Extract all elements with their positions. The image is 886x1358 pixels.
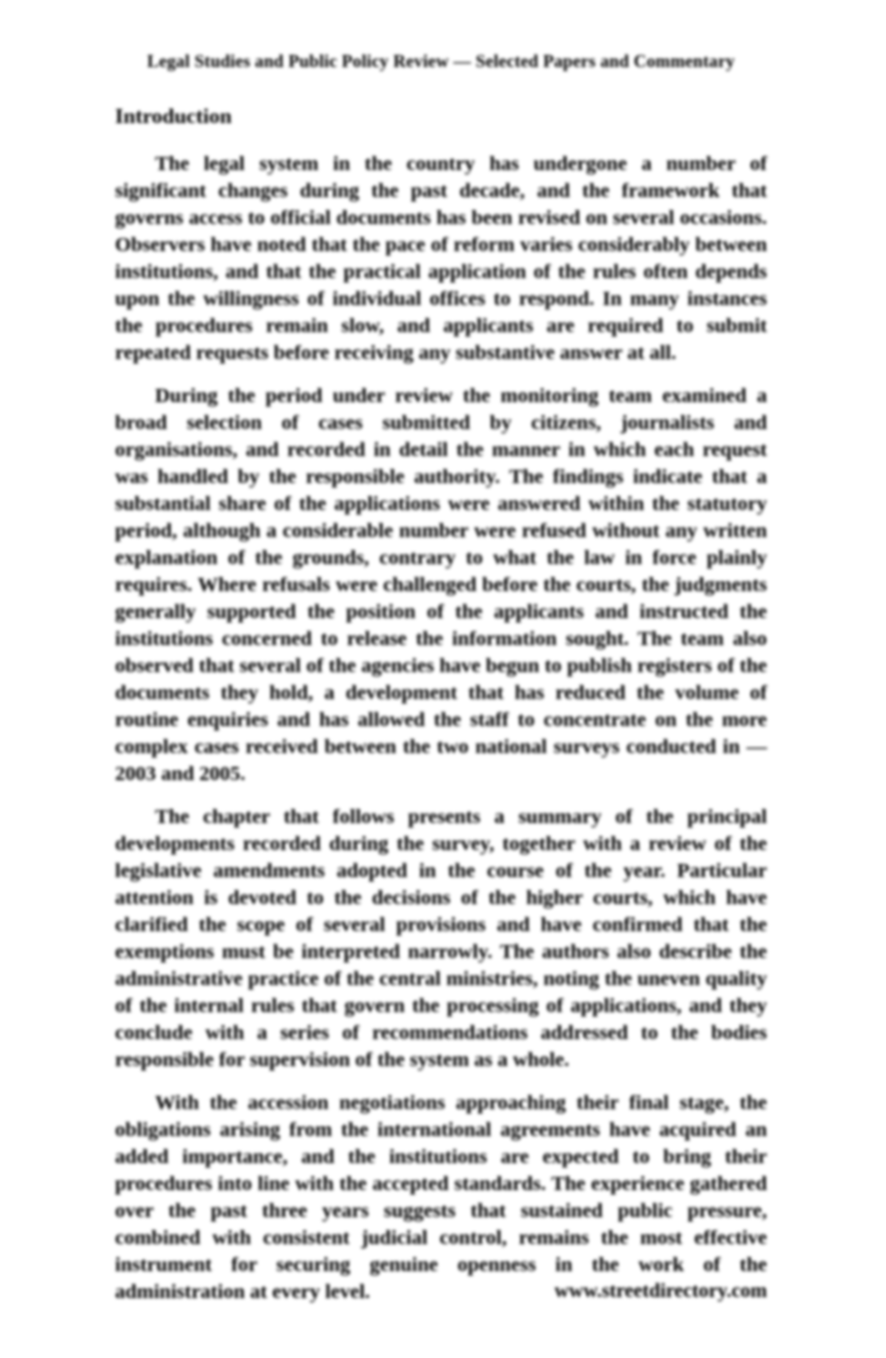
footer-url: www.streetdirectory.com (554, 1280, 767, 1302)
section-heading: Introduction (115, 104, 232, 128)
paragraph-2: During the period under review the monitoring team examined a broad selection of cases submitted by citizens, journalists and organisations, and recorded in detail the manner in which each request was handled by the responsible authority. The findings indicate that a substantial share of the applications were answered within the statutory period, although a considerable number were refused without any written explanation of the grounds, contrary to what the law in force plainly requires. Where refusals were challenged before the courts, the judgments generally supported the position of the applicants and instructed the institutions concerned to release the information sought. The team also observed that several of the agencies have begun to publish registers of the documents they hold, a development that has reduced the volume of routine enquiries and has allowed the staff to concentrate on the more complex cases received between the two national surveys conducted in — 2003 and 2005. (115, 385, 767, 785)
paragraph-3: The chapter that follows presents a summary of the principal developments recorded during the survey, together with a review of the legislative amendments adopted in the course of the year. Particular attention is devoted to the decisions of the higher courts, which have clarified the scope of several provisions and have confirmed that the exemptions must be interpreted narrowly. The authors also describe the administrative practice of the central ministries, noting the uneven quality of the internal rules that govern the processing of applications, and they conclude with a series of recommendations addressed to the bodies responsible for supervision of the system as a whole. (115, 806, 767, 1071)
paragraph-4: With the accession negotiations approaching their final stage, the obligations arising from the international agreements have acquired an added importance, and the institutions are expected to bring their procedures into line with the accepted standards. The experience gathered over the past three years suggests that sustained public pressure, combined with consistent judicial control, remains the most effective instrument for securing genuine openness in the work of the administration at every level. (115, 1092, 767, 1303)
body-text (115, 151, 767, 1322)
running-header: Legal Studies and Public Policy Review — Selected Papers and Commentary (147, 51, 735, 71)
paragraph-1: The legal system in the country has undergone a number of significant changes during the past decade, and the framework that governs access to official documents has been revised on several occasions. Observers have noted that the pace of reform varies considerably between institutions, and that the practical application of the rules often depends upon the willingness of individual offices to respond. In many instances the procedures remain slow, and applicants are required to submit repeated requests before receiving any substantive answer at all. (115, 153, 767, 364)
